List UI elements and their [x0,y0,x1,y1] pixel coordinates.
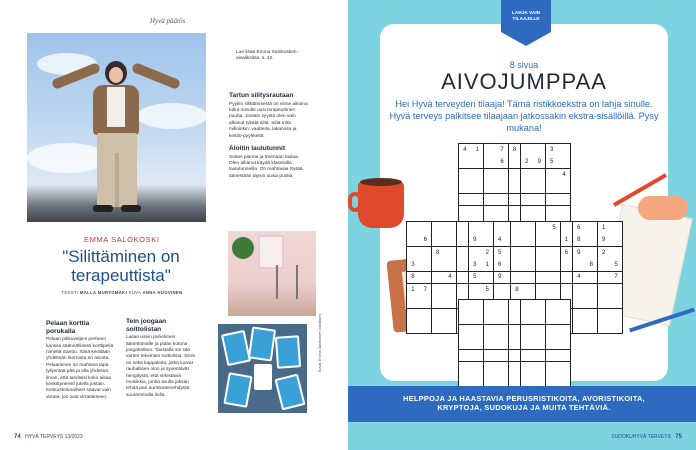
sudoku-cell[interactable] [585,296,597,308]
sudoku-cell[interactable] [457,247,469,259]
sudoku-cell[interactable] [548,234,560,246]
sudoku-cell[interactable] [457,222,469,234]
byline-text-label: TEKSTI [61,290,79,295]
sudoku-cell[interactable] [484,374,496,386]
sudoku-cell[interactable] [496,300,508,312]
sudoku-cell[interactable] [484,181,496,193]
byline-author: MALLA MURTOMÄKI [79,290,128,295]
section-body: Soitan pianoa ja treenaan laulua. Olen alkanut käydä klassisilla laulutunneilla. On mahtavaa löytää äänestään täysin uusia puolia. [229,154,303,179]
sudoku-cell[interactable] [484,312,496,324]
sudoku-cell[interactable] [407,247,419,259]
sudoku-cell[interactable] [471,300,483,312]
sudoku-cell[interactable] [444,247,456,259]
sudoku-cell[interactable] [457,272,469,284]
sudoku-cell[interactable] [598,259,610,271]
article-column-right [229,92,309,180]
sudoku-cell[interactable] [432,222,444,234]
subscriber-ribbon [501,0,551,32]
sudoku-cell[interactable] [509,362,521,374]
sudoku-cell[interactable]: 9 [494,272,506,284]
sudoku-cell[interactable] [484,206,496,218]
sudoku-cell[interactable] [546,206,558,218]
section-title: Aloitin laulutunnit [229,145,286,153]
sudoku-cell[interactable] [558,337,570,349]
sudoku-cell[interactable] [484,144,496,156]
sudoku-cell[interactable] [496,181,508,193]
sudoku-cell[interactable] [573,321,585,333]
sudoku-cell[interactable] [432,234,444,246]
sudoku-cell[interactable] [457,234,469,246]
sudoku-cell[interactable] [509,156,521,168]
sudoku-cell[interactable] [558,312,570,324]
section-title: Pelaan korttia porukalla [46,320,90,335]
sudoku-cell[interactable]: 6 [561,247,573,259]
sudoku-cell[interactable] [536,284,548,296]
sudoku-cell[interactable] [509,337,521,349]
sudoku-cell[interactable] [521,144,533,156]
sudoku-cell[interactable] [610,222,622,234]
sudoku-cell[interactable] [521,374,533,386]
sudoku-cell[interactable] [558,206,570,218]
sudoku-cell[interactable] [419,272,431,284]
sudoku-cell[interactable] [548,284,560,296]
sudoku-cell[interactable] [546,300,558,312]
sudoku-cell[interactable] [573,284,585,296]
sudoku-cell[interactable] [536,247,548,259]
sudoku-cell[interactable] [471,362,483,374]
sudoku-cell[interactable] [585,234,597,246]
sudoku-cell[interactable] [496,194,508,206]
sudoku-cell[interactable] [509,325,521,337]
sudoku-cell[interactable] [561,272,573,284]
sudoku-cell[interactable] [509,312,521,324]
sudoku-cell[interactable]: 6 [496,156,508,168]
sudoku-cell[interactable] [546,374,558,386]
sudoku-cell[interactable] [585,309,597,321]
sudoku-cell[interactable]: 9 [573,247,585,259]
sudoku-cell[interactable]: 4 [558,169,570,181]
sudoku-cell[interactable] [432,296,444,308]
sudoku-cell[interactable]: 1 [561,234,573,246]
sudoku-cell[interactable] [546,325,558,337]
sudoku-cell[interactable]: 5 [546,156,558,168]
sudoku-cell[interactable] [494,222,506,234]
sudoku-cell[interactable] [469,284,481,296]
sudoku-cell[interactable] [585,222,597,234]
sudoku-cell[interactable] [533,300,545,312]
sudoku-cell[interactable] [459,337,471,349]
sudoku-cell[interactable] [444,296,456,308]
coffee-top [360,178,402,186]
sudoku-cell[interactable] [521,337,533,349]
sudoku-cell[interactable] [444,234,456,246]
sudoku-cell[interactable] [533,169,545,181]
section-title: Tein joogaan soittolistan [126,318,167,333]
sudoku-cell[interactable] [407,222,419,234]
cards-photo [218,324,307,413]
sudoku-cell[interactable]: 4 [444,272,456,284]
sudoku-cell[interactable] [469,247,481,259]
sudoku-cell[interactable] [610,234,622,246]
intro-text: Hei Hyvä terveyden tilaaja! Tämä ristikkoekstra on lahja sinulle. Hyvä terveys palkitsee tilaajaan jatkossakin ekstra-sisällöillä. Pysy mukana! [389,99,659,133]
sudoku-cell[interactable]: 3 [407,259,419,271]
sudoku-cell[interactable] [561,284,573,296]
sudoku-cell[interactable] [484,325,496,337]
sudoku-cell[interactable] [533,337,545,349]
headline: "Silittäminen on terapeuttista" [62,247,180,285]
sudoku-cell[interactable]: 1 [407,284,419,296]
sudoku-cell[interactable] [521,362,533,374]
sudoku-cell[interactable] [610,247,622,259]
sudoku-cell[interactable]: 2 [521,156,533,168]
sudoku-cell[interactable]: 4 [573,272,585,284]
sudoku-cell[interactable] [457,284,469,296]
sudoku-cell[interactable] [459,181,471,193]
section-body: Pyykin silittämisestä on viime aikoina tullut minulle uusi terapeuttinen puuha. Jostain syystä olen vain alkanut tykätä siitä. Siitä mitä milloinkin: vaatteita, lakanoita ja keittiö-pyyhkeitä. [229,101,308,139]
sudoku-cell[interactable] [471,337,483,349]
ribbon-line-2: TILAAJILLE [512,17,540,22]
sudoku-cell[interactable] [546,362,558,374]
sudoku-cell[interactable] [610,309,622,321]
article-column-2 [126,318,198,399]
sudoku-cell[interactable] [598,296,610,308]
sudoku-cell[interactable] [598,272,610,284]
sudoku-cell[interactable]: 1 [471,144,483,156]
sudoku-cell[interactable] [533,362,545,374]
sudoku-cell[interactable] [573,259,585,271]
sudoku-cell[interactable] [521,206,533,218]
sudoku-cell[interactable]: 7 [610,272,622,284]
sudoku-cell[interactable] [546,169,558,181]
sudoku-cell[interactable] [511,259,523,271]
sudoku-cell[interactable] [484,362,496,374]
sudoku-cell[interactable] [610,296,622,308]
sudoku-cell[interactable] [585,247,597,259]
sudoku-cell[interactable] [509,206,521,218]
sudoku-cell[interactable] [459,325,471,337]
sudoku-cell[interactable] [471,325,483,337]
photo-credit: Kuvat: Emma Salokosken kotialbumi [318,313,322,372]
sudoku-cell[interactable] [533,374,545,386]
sudoku-cell[interactable] [444,259,456,271]
sudoku-cell[interactable] [471,350,483,362]
sudoku-cell[interactable] [432,321,444,333]
sudoku-cell[interactable]: 2 [481,247,493,259]
sudoku-cell[interactable]: 9 [533,156,545,168]
sudoku-cell[interactable] [471,181,483,193]
sudoku-cell[interactable] [496,362,508,374]
sudoku-cell[interactable] [407,296,419,308]
page-number: 75 [675,434,682,440]
sudoku-cell[interactable]: 8 [573,234,585,246]
sudoku-cell[interactable] [484,300,496,312]
sudoku-cell[interactable] [444,309,456,321]
sudoku-cell[interactable]: 4 [459,144,471,156]
sudoku-cell[interactable]: 6 [573,222,585,234]
right-page [348,0,696,450]
sudoku-cell[interactable] [496,312,508,324]
sudoku-cell[interactable] [548,272,560,284]
sudoku-cell[interactable] [523,247,535,259]
sudoku-cell[interactable] [546,194,558,206]
sudoku-cell[interactable] [471,206,483,218]
sudoku-cell[interactable] [444,284,456,296]
sudoku-cell[interactable] [533,325,545,337]
sudoku-cell[interactable] [536,234,548,246]
sudoku-cell[interactable]: 5 [548,222,560,234]
person-name: EMMA SALOKOSKI [84,235,160,244]
sudoku-cell[interactable]: 9 [598,234,610,246]
sudoku-cell[interactable] [523,259,535,271]
sudoku-cell[interactable] [481,234,493,246]
sudoku-cell[interactable] [407,309,419,321]
sudoku-cell[interactable]: 5 [610,259,622,271]
sudoku-cell[interactable] [509,350,521,362]
sudoku-cell[interactable] [561,259,573,271]
sudoku-cell[interactable] [459,169,471,181]
sudoku-cell[interactable] [484,156,496,168]
sudoku-cell[interactable] [573,296,585,308]
sudoku-cell[interactable]: 5 [494,247,506,259]
sudoku-cell[interactable] [407,234,419,246]
sudoku-cell[interactable] [546,350,558,362]
sudoku-cell[interactable] [585,272,597,284]
sudoku-cell[interactable] [610,284,622,296]
article-column-1 [46,320,114,401]
sudoku-cell[interactable] [419,309,431,321]
sudoku-cell[interactable] [533,194,545,206]
sudoku-cell[interactable] [546,312,558,324]
sudoku-cell[interactable] [484,169,496,181]
sudoku-cell[interactable] [419,296,431,308]
sudoku-cell[interactable] [459,362,471,374]
sudoku-cell[interactable] [496,374,508,386]
sudoku-cell[interactable] [536,222,548,234]
sudoku-cell[interactable] [484,194,496,206]
folio-text: SUDOKUHYVÄ TERVEYS [611,434,671,440]
sudoku-cell[interactable] [459,206,471,218]
sudoku-cell[interactable] [419,247,431,259]
sudoku-cell[interactable]: 8 [432,247,444,259]
sudoku-cell[interactable]: 5 [481,284,493,296]
sudoku-cell[interactable] [585,321,597,333]
sudoku-cell[interactable] [546,337,558,349]
folio-text: HYVÄ TERVEYS 13/2023 [25,434,83,440]
sudoku-cell[interactable]: 2 [598,247,610,259]
sudoku-cell[interactable] [523,284,535,296]
sudoku-cell[interactable] [444,222,456,234]
bottom-text: HELPPOJA JA HAASTAVIA PERUSRISTIKOITA, AVORISTIKOITA, KRYPTOJA, SUDOKUJA JA MUITA TEHTÄVIÄ. [402,394,645,413]
sudoku-cell[interactable] [548,259,560,271]
sudoku-cell[interactable] [523,272,535,284]
sudoku-cell[interactable] [598,321,610,333]
ribbon-line-1: LAHJA VAIN [511,11,541,16]
sudoku-cell[interactable] [558,325,570,337]
sudoku-cell[interactable] [521,194,533,206]
sudoku-cell[interactable]: 3 [546,144,558,156]
sudoku-cell[interactable] [484,337,496,349]
sudoku-cell[interactable] [509,181,521,193]
page-count: 8 sivua [509,60,539,70]
sudoku-cell[interactable] [444,321,456,333]
sudoku-cell[interactable] [509,194,521,206]
sudoku-cell[interactable]: 7 [496,144,508,156]
sudoku-cell[interactable] [533,181,545,193]
sudoku-cell[interactable] [511,222,523,234]
sudoku-cell[interactable] [481,272,493,284]
sudoku-cell[interactable] [521,181,533,193]
sudoku-cell[interactable] [494,284,506,296]
ribbon-tip [501,32,551,46]
main-title: AIVOJUMPPAA [441,69,607,94]
sudoku-cell[interactable]: 9 [469,234,481,246]
sudoku-cell[interactable] [533,350,545,362]
sudoku-cell[interactable]: 6 [494,259,506,271]
sudoku-cell[interactable] [598,284,610,296]
sudoku-cell[interactable] [459,300,471,312]
sudoku-cell[interactable] [558,144,570,156]
sudoku-cell[interactable] [521,325,533,337]
sudoku-cell[interactable] [496,206,508,218]
sudoku-cell[interactable]: 8 [511,284,523,296]
hero-photo [27,33,206,222]
folio-right [611,434,682,440]
sudoku-cell[interactable]: 7 [419,284,431,296]
byline-photographer: ANNA HUOVINEN [142,290,183,295]
sudoku-cell[interactable] [558,194,570,206]
sudoku-cell[interactable] [521,312,533,324]
sudoku-cell[interactable]: 3 [469,259,481,271]
sudoku-cell[interactable] [509,300,521,312]
sudoku-cell[interactable] [457,259,469,271]
sudoku-cell[interactable]: 5 [469,272,481,284]
sudoku-cell[interactable] [511,272,523,284]
sudoku-cell[interactable] [536,259,548,271]
sudoku-cell[interactable] [523,222,535,234]
sudoku-cell[interactable] [509,169,521,181]
sudoku-cell[interactable] [558,300,570,312]
sudoku-cell[interactable] [511,234,523,246]
sudoku-cell[interactable] [573,309,585,321]
sudoku-cell[interactable] [546,181,558,193]
sudoku-cell[interactable] [536,272,548,284]
sudoku-cell[interactable] [585,284,597,296]
page-number: 74 [14,434,21,440]
sudoku-cell[interactable]: 8 [509,144,521,156]
sudoku-cell[interactable]: 8 [585,259,597,271]
sudoku-cell[interactable] [523,234,535,246]
sudoku-cell[interactable] [407,321,419,333]
hand-illustration [638,196,688,220]
sudoku-cell[interactable]: 8 [407,272,419,284]
sudoku-cell[interactable] [481,222,493,234]
sudoku-cell[interactable] [610,321,622,333]
section-title: Tartun silitysrautaan [229,92,294,99]
sudoku-cell[interactable] [432,272,444,284]
sudoku-cell[interactable] [509,374,521,386]
sudoku-cell[interactable] [496,169,508,181]
sudoku-cell[interactable] [521,300,533,312]
mug-body [358,182,404,228]
sudoku-cell[interactable] [521,350,533,362]
sudoku-cell[interactable] [511,247,523,259]
byline-photo-label: KUVA [128,290,141,295]
sudoku-cell[interactable]: 1 [481,259,493,271]
sudoku-cell[interactable] [548,247,560,259]
sudoku-cell[interactable] [432,284,444,296]
sudoku-cell[interactable] [459,350,471,362]
sudoku-cell[interactable] [558,156,570,168]
sudoku-cell[interactable] [533,144,545,156]
sudoku-cell[interactable] [432,309,444,321]
folio-left [14,434,83,440]
byline [42,290,202,295]
sudoku-cell[interactable] [459,194,471,206]
sudoku-cell[interactable] [471,156,483,168]
sudoku-cell[interactable] [533,206,545,218]
sudoku-cell[interactable] [558,181,570,193]
sudoku-cell[interactable] [459,312,471,324]
sudoku-cell[interactable] [533,312,545,324]
sudoku-cell[interactable]: 1 [598,222,610,234]
room-photo [228,231,316,316]
sudoku-cell[interactable] [471,312,483,324]
sudoku-cell[interactable] [419,321,431,333]
reference-note: Lue lisää Emma Salokosken -aivaliksista, s. 42. [236,50,300,62]
section-body: Pelaan pikkuveljeni perheen kanssa säännöllisesti korttipeliä nimeltä Santtu. Siinä kerätään yhdeksän kierrosta eri asioita. Pelaaminen on mahtava tapa tyhjentää pää ja olla yhdessä ilman, että tarvitsisi koko aikaa keskittyneesti jutella jostain. Keskustelunaiheet saavat vain virrata, jos ovat virratakseen. [46,337,114,400]
section-body: Laitan usein puhelimen äänettömälle ja pidän kotona joogahetken. Taustalla soi sitä varten tekemäni soittolista. Siinä on sekä kappaleita, jotka luovat rauhallisen olon ja syventävät hengitystä, että virkistäviä musiikkia, jonka avulla jaksan tehdä pari aurinkotervehdystä suuremmalla ilolla. [126,335,195,398]
sudoku-cell[interactable] [419,259,431,271]
sudoku-cell[interactable] [469,222,481,234]
section-label: Hyvä päätös [150,17,186,25]
sudoku-cell[interactable] [496,325,508,337]
sudoku-cell[interactable] [484,350,496,362]
sudoku-cell[interactable] [432,259,444,271]
sudoku-cell[interactable] [459,374,471,386]
sudoku-cell[interactable] [558,362,570,374]
sudoku-cell[interactable] [496,350,508,362]
sudoku-cell[interactable] [471,169,483,181]
sudoku-cell[interactable] [521,169,533,181]
sudoku-cell[interactable]: 6 [419,234,431,246]
sudoku-cell[interactable] [558,374,570,386]
sudoku-cell[interactable] [561,222,573,234]
sudoku-cell[interactable]: 4 [494,234,506,246]
sudoku-cell[interactable] [598,309,610,321]
sudoku-cell[interactable] [419,222,431,234]
sudoku-cell[interactable] [471,374,483,386]
sudoku-cell[interactable] [471,194,483,206]
sudoku-cell[interactable] [496,337,508,349]
sudoku-cell[interactable] [459,156,471,168]
sudoku-cell[interactable] [558,350,570,362]
